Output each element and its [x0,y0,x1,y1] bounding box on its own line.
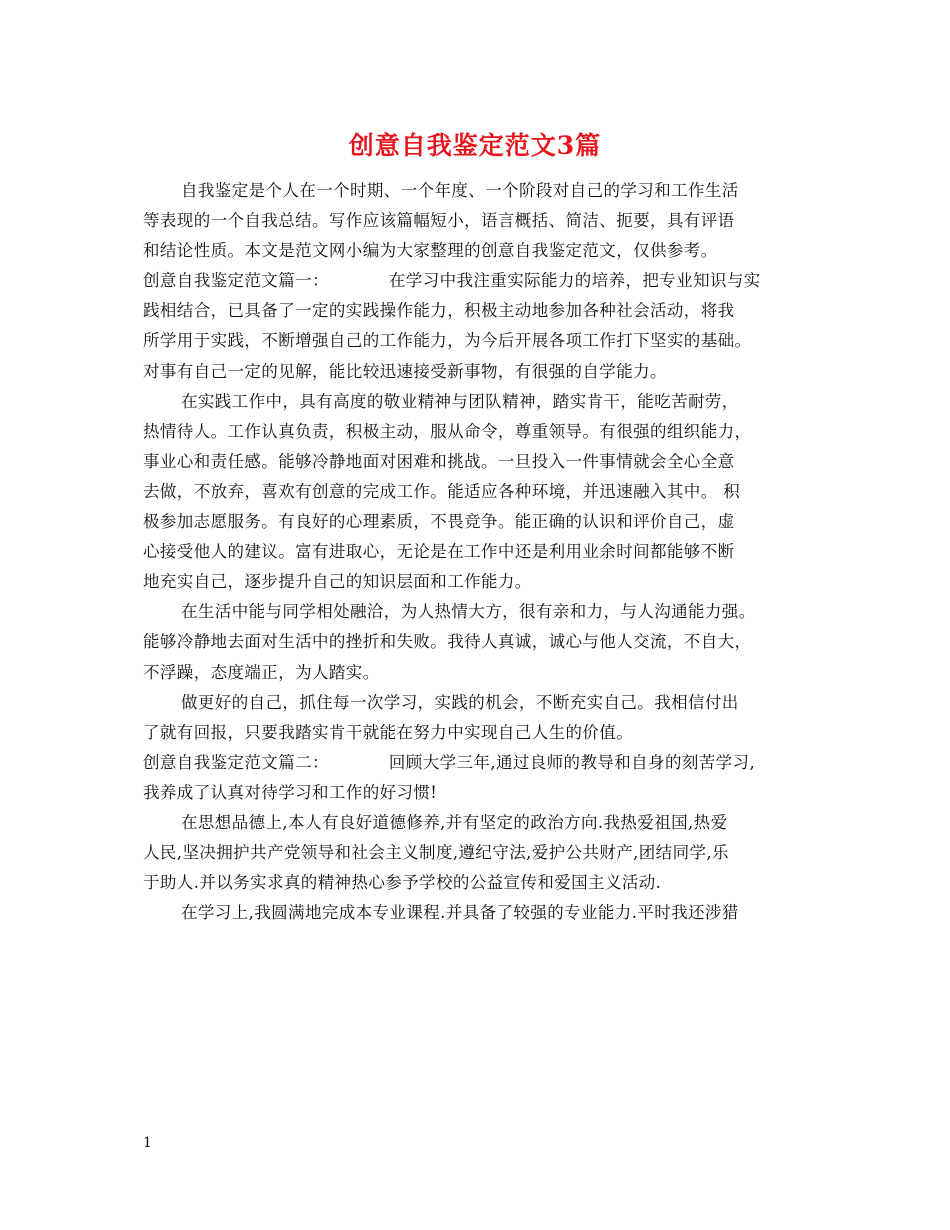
section-label: 创意自我鉴定范文篇一： [143,271,329,291]
body-line: 对事有自己一定的见解，能比较迅速接受新事物，有很强的自学能力。 [143,361,667,381]
body-line: 和结论性质。本文是范文网小编为大家整理的创意自我鉴定范文，仅供参考。 [143,241,718,261]
body-line: 于助人.并以务实求真的精神热心参予学校的公益宣传和爱国主义活动. [143,873,662,893]
body-line: 地充实自己，逐步提升自己的知识层面和工作能力。 [143,572,532,592]
body-line: 心接受他人的建议。富有进取心，无论是在工作中还是利用业余时间都能够不断 [143,542,735,562]
document-body [143,176,823,928]
body-line: 做更好的自己，抓住每一次学习，实践的机会，不断充实自己。我相信付出 [181,692,739,712]
body-line: 我养成了认真对待学习和工作的好习惯! [143,782,438,802]
section-label: 创意自我鉴定范文篇二： [143,752,329,772]
body-line: 去做，不放弃，喜欢有创意的完成工作。能适应各种环境，并迅速融入其中。 积 [143,481,741,501]
section-heading-line [143,266,823,296]
body-line: 践相结合，已具备了一定的实践操作能力，积极主动地参加各种社会活动，将我 [143,301,735,321]
body-text: 在学习中我注重实际能力的培养，把专业知识与实 [388,271,761,291]
body-line: 在学习上,我圆满地完成本专业课程.并具备了较强的专业能力.平时我还涉猎 [181,903,739,923]
body-line: 不浮躁，态度端正，为人踏实。 [143,662,380,682]
body-line: 了就有回报，只要我踏实肯干就能在努力中实现自己人生的价值。 [143,722,634,742]
body-line: 等表现的一个自我总结。写作应该篇幅短小，语言概括、简洁、扼要，具有评语 [143,211,735,231]
body-line: 在生活中能与同学相处融洽，为人热情大方，很有亲和力，与人沟通能力强。 [181,602,756,622]
body-line: 在思想品德上,本人有良好道德修养,并有坚定的政治方向.我热爱祖国,热爱 [181,812,728,832]
body-line: 极参加志愿服务。有良好的心理素质，不畏竞争。能正确的认识和评价自己，虚 [143,512,735,532]
body-line: 在实践工作中，具有高度的敬业精神与团队精神，踏实肯干，能吃苦耐劳， [181,391,739,411]
body-line: 所学用于实践，不断增强自己的工作能力，为今后开展各项工作打下坚实的基础。 [143,331,752,351]
body-line: 热情待人。工作认真负责，积极主动，服从命令，尊重领导。有很强的组织能力， [143,421,752,441]
page-number: 1 [143,1135,152,1151]
body-text: 回顾大学三年,通过良师的教导和自身的刻苦学习, [388,752,756,772]
body-line: 自我鉴定是个人在一个时期、一个年度、一个阶段对自己的学习和工作生活 [181,181,739,200]
body-line: 事业心和责任感。能够冷静地面对困难和挑战。一旦投入一件事情就会全心全意 [143,451,735,471]
section-heading-line [143,748,823,778]
body-line: 能够冷静地去面对生活中的挫折和失败。我待人真诚，诚心与他人交流，不自大， [143,632,752,652]
body-line: 人民,坚决拥护共产党领导和社会主义制度,遵纪守法,爱护公共财产,团结同学,乐 [143,843,729,863]
page-title: 创意自我鉴定范文3篇 [348,131,602,160]
